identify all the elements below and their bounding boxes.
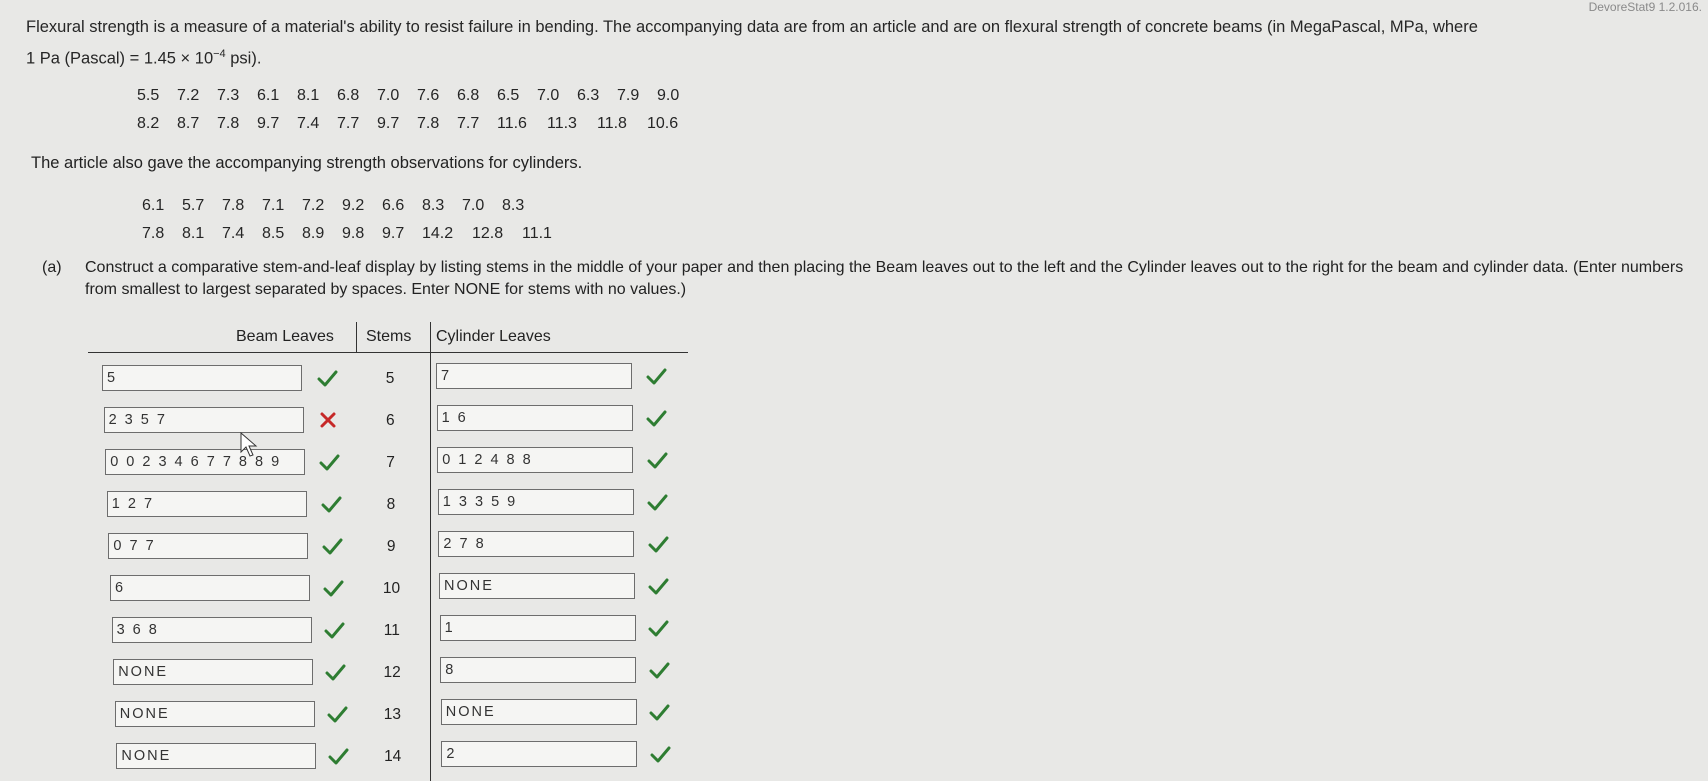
cylinder-leaves-input[interactable]: NONE — [439, 573, 635, 599]
beam-data-value: 7.0 — [377, 87, 400, 104]
cylinder-data-value: 5.7 — [182, 197, 205, 214]
beam-data-value: 6.8 — [337, 87, 360, 104]
cylinder-leaves-input[interactable]: 1 — [440, 615, 636, 641]
cylinder-data-value: 8.5 — [262, 225, 285, 242]
beam-leaves-input[interactable]: 0 0 2 3 4 6 7 7 8 8 9 — [105, 449, 305, 475]
check-icon — [323, 619, 345, 641]
cylinder-data-value: 7.0 — [462, 197, 485, 214]
cylinder-leaves-input[interactable]: 1 6 — [437, 405, 633, 431]
beam-leaves-input[interactable]: NONE — [115, 701, 315, 727]
check-icon — [647, 617, 669, 639]
cylinder-data-value: 7.1 — [262, 197, 285, 214]
divider-left — [356, 322, 357, 352]
check-icon — [645, 407, 667, 429]
table-row — [88, 358, 688, 400]
beam-data-value: 8.7 — [177, 115, 200, 132]
beam-data-block — [137, 82, 697, 138]
mouse-cursor-icon — [240, 432, 258, 458]
beam-data-row — [137, 110, 697, 138]
beam-data-value: 7.7 — [337, 115, 360, 132]
cylinder-data-value: 8.1 — [182, 225, 205, 242]
header-underline — [88, 352, 688, 353]
intro-exponent: −4 — [213, 48, 226, 60]
beam-data-value: 7.9 — [617, 87, 640, 104]
check-icon — [646, 449, 668, 471]
stem-value: 13 — [383, 706, 402, 723]
stem-value: 9 — [386, 538, 396, 555]
cylinder-data-value: 14.2 — [422, 225, 454, 242]
check-icon — [648, 659, 670, 681]
check-icon — [316, 367, 338, 389]
cylinder-data-value: 9.7 — [382, 225, 405, 242]
stem-value: 12 — [383, 664, 401, 681]
stem-value: 7 — [386, 454, 395, 471]
beam-data-value: 7.2 — [177, 87, 200, 104]
stem-value: 5 — [385, 370, 395, 387]
cylinder-data-row — [142, 192, 572, 220]
header-cylinder-leaves: Cylinder Leaves — [436, 328, 551, 345]
cylinder-data-value: 9.8 — [342, 225, 365, 242]
beam-data-value: 6.5 — [497, 87, 520, 104]
check-icon — [648, 701, 670, 723]
check-icon — [646, 491, 668, 513]
beam-data-value: 9.7 — [257, 115, 280, 132]
beam-data-value: 11.8 — [597, 115, 627, 132]
beam-data-value: 7.0 — [537, 87, 560, 104]
beam-data-value: 7.3 — [217, 87, 240, 104]
cylinder-leaves-input[interactable]: 2 — [441, 741, 637, 767]
cylinder-data-value: 8.9 — [302, 225, 325, 242]
cylinder-leaves-input[interactable]: 1 3 3 5 9 — [438, 489, 634, 515]
beam-leaves-input[interactable]: 5 — [102, 365, 302, 391]
beam-data-value: 11.3 — [547, 115, 577, 132]
version-label: DevoreStat9 1.2.016. — [1588, 0, 1702, 14]
beam-data-value: 10.6 — [647, 115, 679, 132]
beam-leaves-input[interactable]: 1 2 7 — [107, 491, 307, 517]
stem-value: 6 — [385, 412, 395, 429]
check-icon — [647, 575, 669, 597]
table-row — [88, 694, 688, 736]
question-text: Construct a comparative stem-and-leaf display by listing stems in the middle of your paper and then placing the Beam leaves out to the left and the Cylinder leaves out to the right for the beam and cylinder data. (Enter numbers from smallest to largest separated by spaces. Enter NONE for stems with no values.) — [85, 259, 1684, 298]
beam-data-value: 9.0 — [657, 87, 680, 104]
beam-data-value: 6.1 — [257, 87, 280, 104]
beam-data-row — [137, 82, 697, 110]
check-icon — [318, 451, 340, 473]
stem-value: 8 — [386, 496, 396, 513]
intro-line2-prefix: 1 Pa (Pascal) = 1.45 × 10 — [26, 49, 214, 68]
cylinder-note: The article also gave the accompanying strength observations for cylinders. — [31, 154, 583, 172]
check-icon — [324, 661, 346, 683]
table-row — [88, 484, 688, 526]
beam-leaves-input[interactable]: 3 6 8 — [112, 617, 312, 643]
beam-data-value: 9.7 — [377, 115, 400, 132]
beam-data-value: 5.5 — [137, 87, 160, 104]
cylinder-data-value: 11.1 — [522, 225, 552, 242]
cylinder-leaves-input[interactable]: 7 — [436, 363, 632, 389]
beam-leaves-input[interactable]: NONE — [113, 659, 313, 685]
check-icon — [322, 577, 344, 599]
cylinder-data-value: 7.8 — [222, 197, 245, 214]
question-label: (a) — [42, 259, 62, 276]
table-row — [88, 442, 688, 484]
table-row — [88, 526, 688, 568]
cylinder-data-value: 9.2 — [342, 197, 365, 214]
beam-data-value: 7.4 — [297, 115, 320, 132]
table-row — [88, 400, 688, 442]
check-icon — [321, 535, 343, 557]
stem-value: 14 — [384, 748, 402, 765]
table-row — [88, 736, 688, 778]
beam-leaves-input[interactable]: 6 — [110, 575, 310, 601]
beam-data-value: 7.7 — [457, 115, 480, 132]
table-row — [88, 652, 688, 694]
beam-leaves-input[interactable]: NONE — [116, 743, 316, 769]
cylinder-data-value: 7.4 — [222, 225, 245, 242]
beam-data-value: 8.2 — [137, 115, 160, 132]
cylinder-data-value: 8.3 — [422, 197, 445, 214]
intro-text: Flexural strength is a measure of a material's ability to resist failure in bending. The accompanying data are from an article and are on flexural strength of concrete beams (in MegaPascal, MPa, where — [26, 18, 1478, 36]
cylinder-data-value: 7.2 — [302, 197, 325, 214]
cylinder-leaves-input[interactable]: 8 — [440, 657, 636, 683]
beam-data-value: 7.8 — [217, 115, 240, 132]
cylinder-data-value: 7.8 — [142, 225, 165, 242]
cross-icon — [317, 409, 339, 431]
table-row — [88, 568, 688, 610]
beam-data-value: 11.6 — [497, 115, 527, 132]
beam-data-value: 6.8 — [457, 87, 480, 104]
problem-intro — [26, 14, 1666, 73]
check-icon — [320, 493, 342, 515]
check-icon — [647, 533, 669, 555]
cylinder-data-row — [142, 220, 572, 248]
cylinder-data-value: 8.3 — [502, 197, 525, 214]
header-stems: Stems — [366, 328, 412, 345]
beam-data-value: 8.1 — [297, 87, 320, 104]
beam-leaves-input[interactable]: 0 7 7 — [108, 533, 308, 559]
check-icon — [326, 703, 348, 725]
stem-value: 11 — [383, 622, 400, 639]
cylinder-leaves-input[interactable]: 0 1 2 4 8 8 — [437, 447, 633, 473]
stem-value: 10 — [382, 580, 401, 597]
cylinder-data-value: 6.1 — [142, 197, 165, 214]
check-icon — [645, 365, 667, 387]
intro-line2-suffix: psi). — [225, 49, 262, 68]
check-icon — [327, 745, 349, 767]
beam-data-value: 6.3 — [577, 87, 600, 104]
cylinder-leaves-input[interactable]: NONE — [441, 699, 637, 725]
beam-data-value: 7.8 — [417, 115, 440, 132]
cylinder-data-value: 12.8 — [472, 225, 504, 242]
cylinder-leaves-input[interactable]: 2 7 8 — [438, 531, 634, 557]
cylinder-data-value: 6.6 — [382, 197, 405, 214]
question-a — [42, 257, 1692, 301]
table-row — [88, 610, 688, 652]
cylinder-data-block — [142, 192, 572, 248]
beam-data-value: 7.6 — [417, 87, 440, 104]
beam-leaves-input[interactable]: 2 3 5 7 — [104, 407, 304, 433]
check-icon — [649, 743, 671, 765]
header-beam-leaves: Beam Leaves — [236, 328, 334, 345]
